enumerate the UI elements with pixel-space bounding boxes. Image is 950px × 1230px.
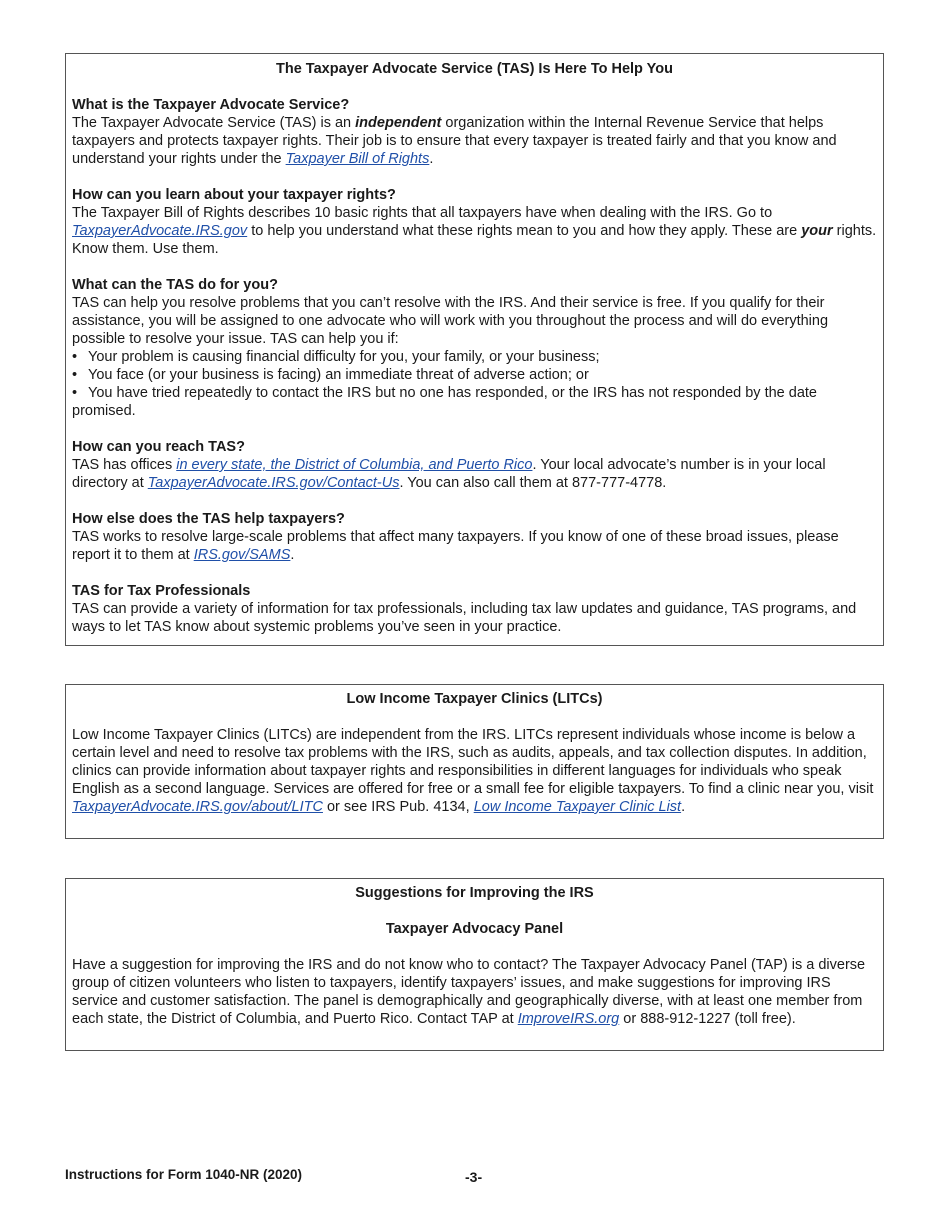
taxpayer-bill-of-rights-link[interactable]: Taxpayer Bill of Rights [285,151,430,167]
list-item: • Your problem is causing financial difficulty for you, your family, or your business; [72,349,600,365]
list-item: • You have tried repeatedly to contact the IRS but no one has responded, or the IRS has not responded by the date promised. [72,385,817,419]
tas-do-paragraph: TAS can help you resolve problems that you can’t resolve with the IRS. And their service is free. If you qualify for their assistance, you will be assigned to one advocate who will work with you throughout the process and will do everything possible to resolve your issue. TAS can help you if: [72,295,829,347]
litc-box [65,684,884,839]
tap-box [65,878,884,1051]
tas-reach-paragraph: TAS has offices in every state, the District of Columbia, and Puerto Rico. Your local advocate’s number is in your local directory at TaxpayerAdvocate.IRS.gov/Contact-Us. You can also call them at 877-777-4778. [72,457,826,491]
bullet-icon: • [72,349,78,365]
tas-else-paragraph: TAS works to resolve large-scale problems that affect many taxpayers. If you know of one of these broad issues, please report it to them at IRS.gov/SAMS. [72,529,839,563]
tas-box [65,53,884,646]
litc-title: Low Income Taxpayer Clinics (LITCs) [346,691,603,707]
irs-sams-link[interactable]: IRS.gov/SAMS [193,547,291,563]
improveirs-link[interactable]: ImproveIRS.org [517,1011,620,1027]
tas-learn-paragraph: The Taxpayer Bill of Rights describes 10 basic rights that all taxpayers have when dealing with the IRS. Go to TaxpayerAdvocate.IRS.gov to help you understand what these rights mean to you and how they apply. These are your rights. Know them. Use them. [72,205,877,257]
tas-title: The Taxpayer Advocate Service (TAS) Is Here To Help You [276,61,673,77]
list-item: • You face (or your business is facing) an immediate threat of adverse action; or [72,367,589,383]
taxpayeradvocate-link[interactable]: TaxpayerAdvocate.IRS.gov [72,223,248,239]
tas-what-heading: What is the Taxpayer Advocate Service? [72,97,350,113]
tas-do-heading: What can the TAS do for you? [72,277,278,293]
bullet-icon: • [72,385,78,401]
litc-link[interactable]: TaxpayerAdvocate.IRS.gov/about/LITC [72,799,323,815]
bullet-icon: • [72,367,78,383]
litc-list-link[interactable]: Low Income Taxpayer Clinic List [473,799,682,815]
tas-reach-heading: How can you reach TAS? [72,439,245,455]
tas-offices-link[interactable]: in every state, the District of Columbia, and Puerto Rico [176,457,533,473]
tas-pros-heading: TAS for Tax Professionals [72,583,251,599]
tas-else-heading: How else does the TAS help taxpayers? [72,511,345,527]
tas-pros-paragraph: TAS can provide a variety of information for tax professionals, including tax law updates and guidance, TAS programs, and ways to let TAS know about systemic problems you’ve seen in your practice. [72,601,857,635]
litc-paragraph: Low Income Taxpayer Clinics (LITCs) are independent from the IRS. LITCs represent individuals whose income is below a certain level and need to resolve tax problems with the IRS, such as audits, appeals, and tax collection disputes. In addition, clinics can provide information about taxpayer rights and responsibilities in different languages for individuals who speak English as a second language. Services are offered for free or a small fee for eligible taxpayers. To find a clinic near you, visit TaxpayerAdvocate.IRS.gov/about/LITC or see IRS Pub. 4134, Low Income Taxpayer Clinic List. [72,727,874,815]
tas-what-paragraph: The Taxpayer Advocate Service (TAS) is an independent organization within the Internal Revenue Service that helps taxpayers and protects taxpayer rights. Their job is to ensure that every taxpayer is treated fairly and that you know and understand your rights under the Taxpayer Bill of Rights. [72,115,837,167]
tap-paragraph: Have a suggestion for improving the IRS and do not know who to contact? The Taxpayer Advocacy Panel (TAP) is a diverse group of citizen volunteers who listen to taxpayers, identify taxpayers’ issues, and make suggestions for improving IRS service and customer satisfaction. The panel is demographically and geographically diverse, with at least one member from each state, the District of Columbia, and Puerto Rico. Contact TAP at ImproveIRS.org or 888-912-1227 (toll free). [72,957,866,1027]
footer-form-title: Instructions for Form 1040-NR (2020) [65,1167,303,1182]
contact-us-link[interactable]: TaxpayerAdvocate.IRS.gov/Contact-Us [147,475,400,491]
page-number: -3- [465,1169,483,1185]
tas-learn-heading: How can you learn about your taxpayer rights? [72,187,396,203]
tap-subtitle: Taxpayer Advocacy Panel [385,921,564,937]
tap-title: Suggestions for Improving the IRS [355,885,594,901]
